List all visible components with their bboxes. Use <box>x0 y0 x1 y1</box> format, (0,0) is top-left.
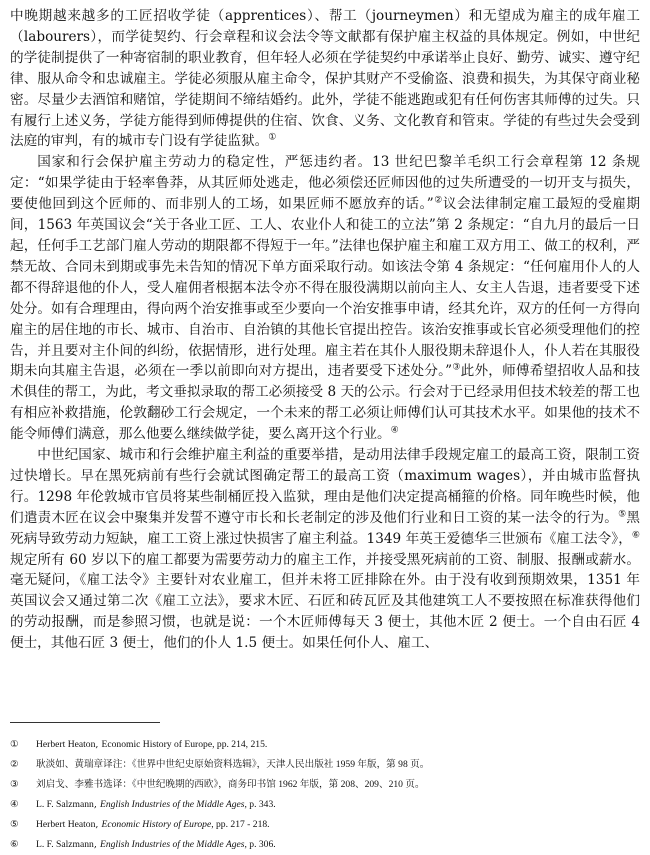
paragraph-text: 规定所有 60 岁以下的雇工都要为需要劳动力的雇主工作，并接受黑死病前的工资、制服、报酬或薪水。毫无疑问，《雇工法令》主要针对农业雇工，但并未将工匠排除在外。由于没有收到预期效果，1351 年英国议会又通过第二次《雇工立法》，要求木匠、石匠和砖瓦匠及其他建筑工人不要按照在标准获得他们的劳动报酬，而是参照习惯，也就是说：一个木匠师傅每天 3 便士，其他木匠 2 便士。一个自由石匠 4 便士，其他石匠 3 便士，他们的仆人 1.5 便士。如果任何仆人、雇工、 <box>10 551 640 652</box>
footnote-list <box>10 735 640 855</box>
paragraph-text: 国家和行会保护雇主劳动力的稳定性，严惩违约者。13 世纪巴黎羊毛织工行会章程第 12 条规定：“如果学徒由于轻率鲁莽，从其匠师处逃走，他必须偿还匠师因他的过失所遭受的一切开支与损失，要使他回到这个匠师的、而非别人的工场，如果匠师不愿放弃的话。” <box>10 154 640 213</box>
footnote-marker[interactable]: ③ <box>452 362 461 373</box>
footnote-author: L. F. Salzmann <box>36 839 94 850</box>
footnote-marker[interactable]: ⑤ <box>618 509 627 520</box>
footnote-author: Herbert Heaton <box>36 819 96 830</box>
footnote-item <box>10 755 640 775</box>
footnote-number: ⑥ <box>10 839 19 850</box>
footnote-item <box>10 775 640 795</box>
footnote-title: English Industries of the Middle Ages <box>99 799 245 810</box>
footnotes-section <box>10 722 640 855</box>
footnote-pages: ，商务印书馆 1962 年版，第 208、209、210 页。 <box>218 779 425 790</box>
paragraph-text: 中世纪国家、城市和行会维护雇主利益的重要举措，是动用法律手段规定雇工的最高工资，限制工资过快增长。早在黑死病前有些行会就试图确定帮工的最高工资（maximum wages），并由城市监督执行。1298 年伦敦城市官员将某些制桶匠投入监狱，理由是他们决定提高桶箍的价格。同年晚些时候，他们遣责木匠在议会中聚集并发誓不遵守市长和长老制定的涉及他们行业和日工资的某一法令的行为。 <box>10 447 640 526</box>
footnote-item <box>10 815 640 835</box>
footnote-pages: , p. 306. <box>244 839 276 850</box>
footnote-title: Economic History of Europe <box>101 819 212 830</box>
footnote-text: L. F. Salzmann, English Industries of the Middle Ages, p. 306. <box>36 839 276 850</box>
footnote-number: ③ <box>10 779 19 790</box>
footnote-author: 刘启戈、李雅书选译 <box>36 779 123 790</box>
footnote-title: English Industries of the Middle Ages <box>99 839 245 850</box>
footnote-text <box>36 775 640 795</box>
footnote-item <box>10 835 640 855</box>
footnote-pages: ，天津人民出版社 1959 年版，第 98 页。 <box>256 759 430 770</box>
footnote-number: ④ <box>10 799 19 810</box>
footnote-marker[interactable]: ② <box>433 195 443 206</box>
footnote-title: Economic History of Europe <box>101 739 213 750</box>
footnote-number: ① <box>10 739 19 750</box>
footnote-text: L. F. Salzmann, English Industries of the Middle Ages, p. 343. <box>36 799 276 810</box>
body-paragraph <box>10 152 640 445</box>
paragraph-text: 中晚期越来越多的工匠招收学徒（apprentices）、帮工（journeymen）和无望成为雇主的成年雇工（labourers），而学徒契约、行会章程和议会法令等文献都有保护雇主权益的具体规定。例如，中世纪的学徒制提供了一种寄宿制的职业教育，但年轻人必须在学徒契约中承诺举止良好、勤劳、诚实、遵守纪律、服从命令和忠诚雇主。学徒必须服从雇主命令，保护其财产不受偷盗、浪费和损失，为其保守商业秘密。尽量少去酒馆和赌馆，学徒期间不缔结婚约。此外，学徒不能逃跑或犯有任何伤害其师傅的过失。只有履行上述义务，学徒方能得到师傅提供的住宿、饮食、义务、文化教育和管束。学徒的有些过失会受到法庭的审判，有的城市专门设有学徒监狱。 <box>10 8 640 150</box>
footnote-pages: , p. 343. <box>244 799 276 810</box>
footnote-author: L. F. Salzmann <box>36 799 94 810</box>
footnote-title: ：《中世纪晚期的西欧》 <box>122 779 219 790</box>
paragraph-text: 议会法律制定雇工最短的受雇期间，1563 年英国议会“关于各业工匠、工人、农业仆人和徒工的立法”第 2 条规定：“自九月的最后一日起，任何手工艺部门雇人劳动的期限都不得短于一年。”法律也保护雇主和雇工双方用工、做工的权利，严禁无故、合同未到期或事先未告知的情况下单方面采取行动。如该法令第 4 条规定：“任何雇用仆人的人都不得辞退他的仆人，受人雇佣者根据本法令亦不得在服役满期以前向主人、女主人告退，违者要受下述处分。如有合理理由，得向两个治安推事或至少要向一个治安推事申请，经其允许，双方的任何一方得向雇主的居住地的市长、城市、自治市、自治镇的其他长官提出控告。该治安推事或长官必须受理他们的控告，并且要对主仆间的纠纷，依据情形，进行处理。雇主若在其仆人服役期未辞退仆人，仆人若在其服役期未向其雇主告退，必须在一季以前即向对方提出，违者要受下述处分。” <box>10 196 641 380</box>
footnote-title: ：《世界中世纪史原始资料选辑》 <box>122 759 257 770</box>
footnote-text <box>36 755 640 775</box>
footnote-marker[interactable]: ④ <box>390 425 399 436</box>
paragraph-text: 此外，师傅希望招收人品和技术俱佳的帮工，为此，考文垂拟录取的帮工必须接受 8 天的公示。行会对于已经录用但技术较差的帮工也有相应补救措施，伦敦翻砂工行会规定，一个未来的帮工必须让师傅们认可其技术水平。如果他的技术不能令师傅们满意，那么他要么继续做学徒，要么离开这个行业。 <box>10 363 640 443</box>
footnote-item <box>10 795 640 815</box>
footnote-marker[interactable]: ① <box>268 132 277 143</box>
footnote-marker[interactable]: ⑥ <box>631 530 640 541</box>
footnote-number: ⑤ <box>10 819 19 830</box>
paragraph-text: 黑死病导致劳动力短缺，雇工工资上涨过快损害了雇主利益。1349 年英王爱德华三世颁布《雇工法令》， <box>10 509 640 547</box>
footnote-item <box>10 735 640 755</box>
body-paragraph <box>10 6 640 152</box>
footnote-number: ② <box>10 759 19 770</box>
footnote-author: Herbert Heaton <box>36 739 96 750</box>
footnote-divider <box>10 722 160 723</box>
footnote-pages: , pp. 217 - 218. <box>211 819 270 830</box>
footnote-text: Herbert Heaton, Economic History of Europe, pp. 217 - 218. <box>36 819 270 830</box>
main-text <box>10 6 640 654</box>
footnote-pages: , pp. 214, 215. <box>212 739 268 750</box>
footnote-author: 耿淡如、黄瑞章译注 <box>36 759 123 770</box>
footnote-text: Herbert Heaton, Economic History of Europe, pp. 214, 215. <box>36 739 268 750</box>
body-paragraph <box>10 445 640 654</box>
